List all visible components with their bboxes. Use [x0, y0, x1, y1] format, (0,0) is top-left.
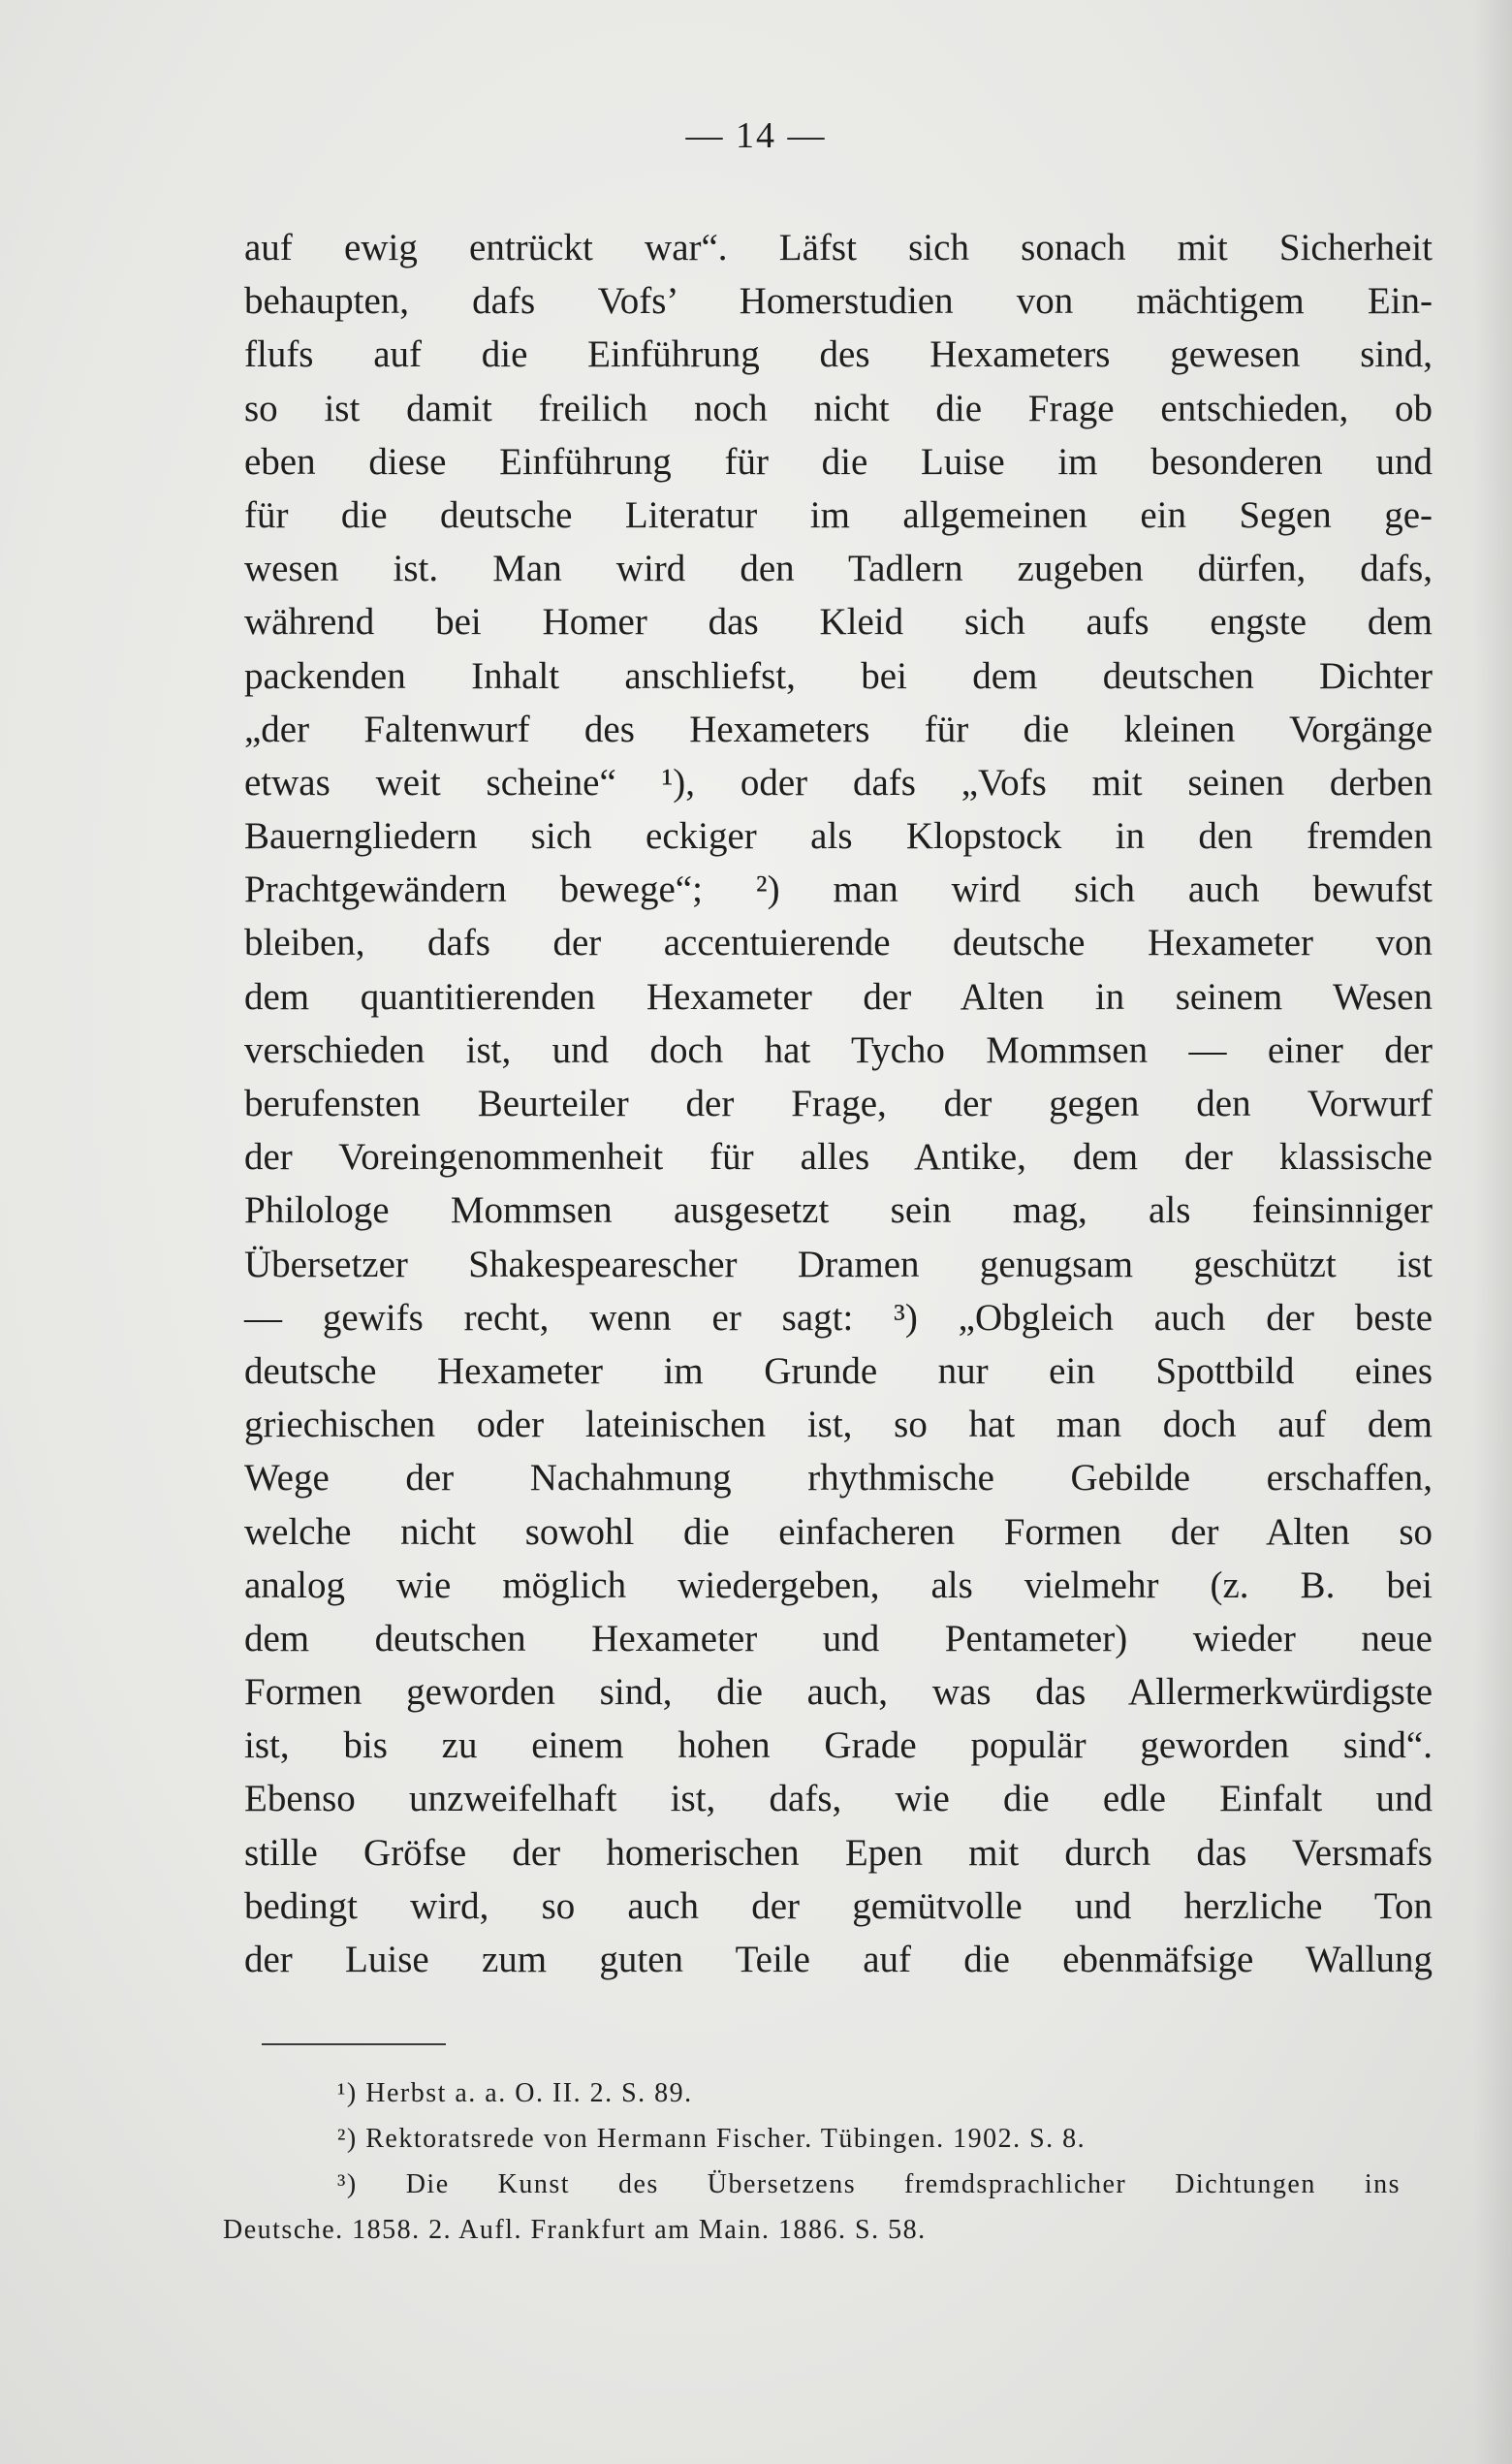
text-line: Formen geworden sind, die auch, was das Allermerkwürdigste — [244, 1671, 1433, 1714]
text-line: dem deutschen Hexameter und Pentameter) wieder neue — [244, 1617, 1433, 1659]
text-line: eben diese Einführung für die Luise im besonderen und — [244, 440, 1433, 483]
text-line: flufs auf die Einführung des Hexameters gewesen sind, — [244, 333, 1433, 376]
text-line: Übersetzer Shakespearescher Dramen genugsam geschützt ist — [244, 1243, 1433, 1285]
text-line: Ebenso unzweifelhaft ist, dafs, wie die edle Einfalt und — [244, 1778, 1433, 1820]
footnote-1: ¹) Herbst a. a. O. II. 2. S. 89. — [337, 2078, 693, 2108]
page-number: — 14 — — [685, 115, 827, 156]
text-line: Wege der Nachahmung rhythmische Gebilde erschaffen, — [244, 1457, 1433, 1500]
text-line: griechischen oder lateinischen ist, so hat man doch auf dem — [244, 1404, 1433, 1446]
text-line: auf ewig entrückt war“. Läfst sich sonach mit Sicherheit — [244, 227, 1433, 269]
text-line: der Luise zum guten Teile auf die ebenmäfsige Wallung — [244, 1939, 1433, 1980]
footnote-2: ²) Rektoratsrede von Hermann Fischer. Tübingen. 1902. S. 8. — [337, 2124, 1087, 2154]
text-line: berufensten Beurteiler der Frage, der gegen den Vorwurf — [244, 1083, 1433, 1124]
text-line: bedingt wird, so auch der gemütvolle und herzliche Ton — [244, 1884, 1433, 1927]
text-line: so ist damit freilich noch nicht die Frage entschieden, ob — [244, 387, 1433, 429]
body-text — [244, 221, 1433, 1986]
text-line: Bauerngliedern sich eckiger als Klopstock in den fremden — [244, 815, 1433, 858]
text-line: deutsche Hexameter im Grunde nur ein Spottbild eines — [244, 1349, 1433, 1392]
text-line: welche nicht sowohl die einfacheren Formen der Alten so — [244, 1510, 1433, 1553]
footnote-3-continued: Deutsche. 1858. 2. Aufl. Frankfurt am Main. 1886. S. 58. — [223, 2215, 927, 2245]
text-line: etwas weit scheine“ ¹), oder dafs „Vofs mit seinen derben — [244, 761, 1433, 804]
text-line: für die deutsche Literatur im allgemeinen ein Segen ge- — [244, 493, 1433, 536]
text-line: stille Gröfse der homerischen Epen mit durch das Versmafs — [244, 1831, 1433, 1874]
text-line: verschieden ist, und doch hat Tycho Mommsen — einer der — [244, 1028, 1433, 1071]
text-line: der Voreingenommenheit für alles Antike, dem der klassische — [244, 1136, 1433, 1179]
text-line: analog wie möglich wiedergeben, als vielmehr (z. B. bei — [244, 1564, 1433, 1606]
text-line: Philologe Mommsen ausgesetzt sein mag, als feinsinniger — [244, 1189, 1433, 1232]
text-line: behaupten, dafs Vofs’ Homerstudien von mächtigem Ein- — [244, 280, 1433, 323]
text-line: packenden Inhalt anschliefst, bei dem deutschen Dichter — [244, 654, 1433, 697]
text-line: bleiben, dafs der accentuierende deutsche Hexameter von — [244, 922, 1433, 964]
text-line: — gewifs recht, wenn er sagt: ³) „Obgleich auch der beste — [244, 1296, 1433, 1339]
footnote-divider — [262, 2043, 446, 2045]
footnote-3: ³) Die Kunst des Übersetzens fremdsprachlicher Dichtungen ins — [337, 2169, 1401, 2199]
text-line: „der Faltenwurf des Hexameters für die kleinen Vorgänge — [244, 708, 1433, 750]
text-line: ist, bis zu einem hohen Grade populär geworden sind“. — [244, 1724, 1433, 1767]
text-line: während bei Homer das Kleid sich aufs engste dem — [244, 601, 1433, 644]
text-line: dem quantitierenden Hexameter der Alten in seinem Wesen — [244, 975, 1433, 1018]
page-edge-shadow — [1473, 0, 1512, 2464]
text-line: wesen ist. Man wird den Tadlern zugeben dürfen, dafs, — [244, 548, 1433, 590]
footnotes — [223, 2070, 1401, 2253]
text-line: Prachtgewändern bewege“; ²) man wird sich auch bewufst — [244, 869, 1433, 911]
